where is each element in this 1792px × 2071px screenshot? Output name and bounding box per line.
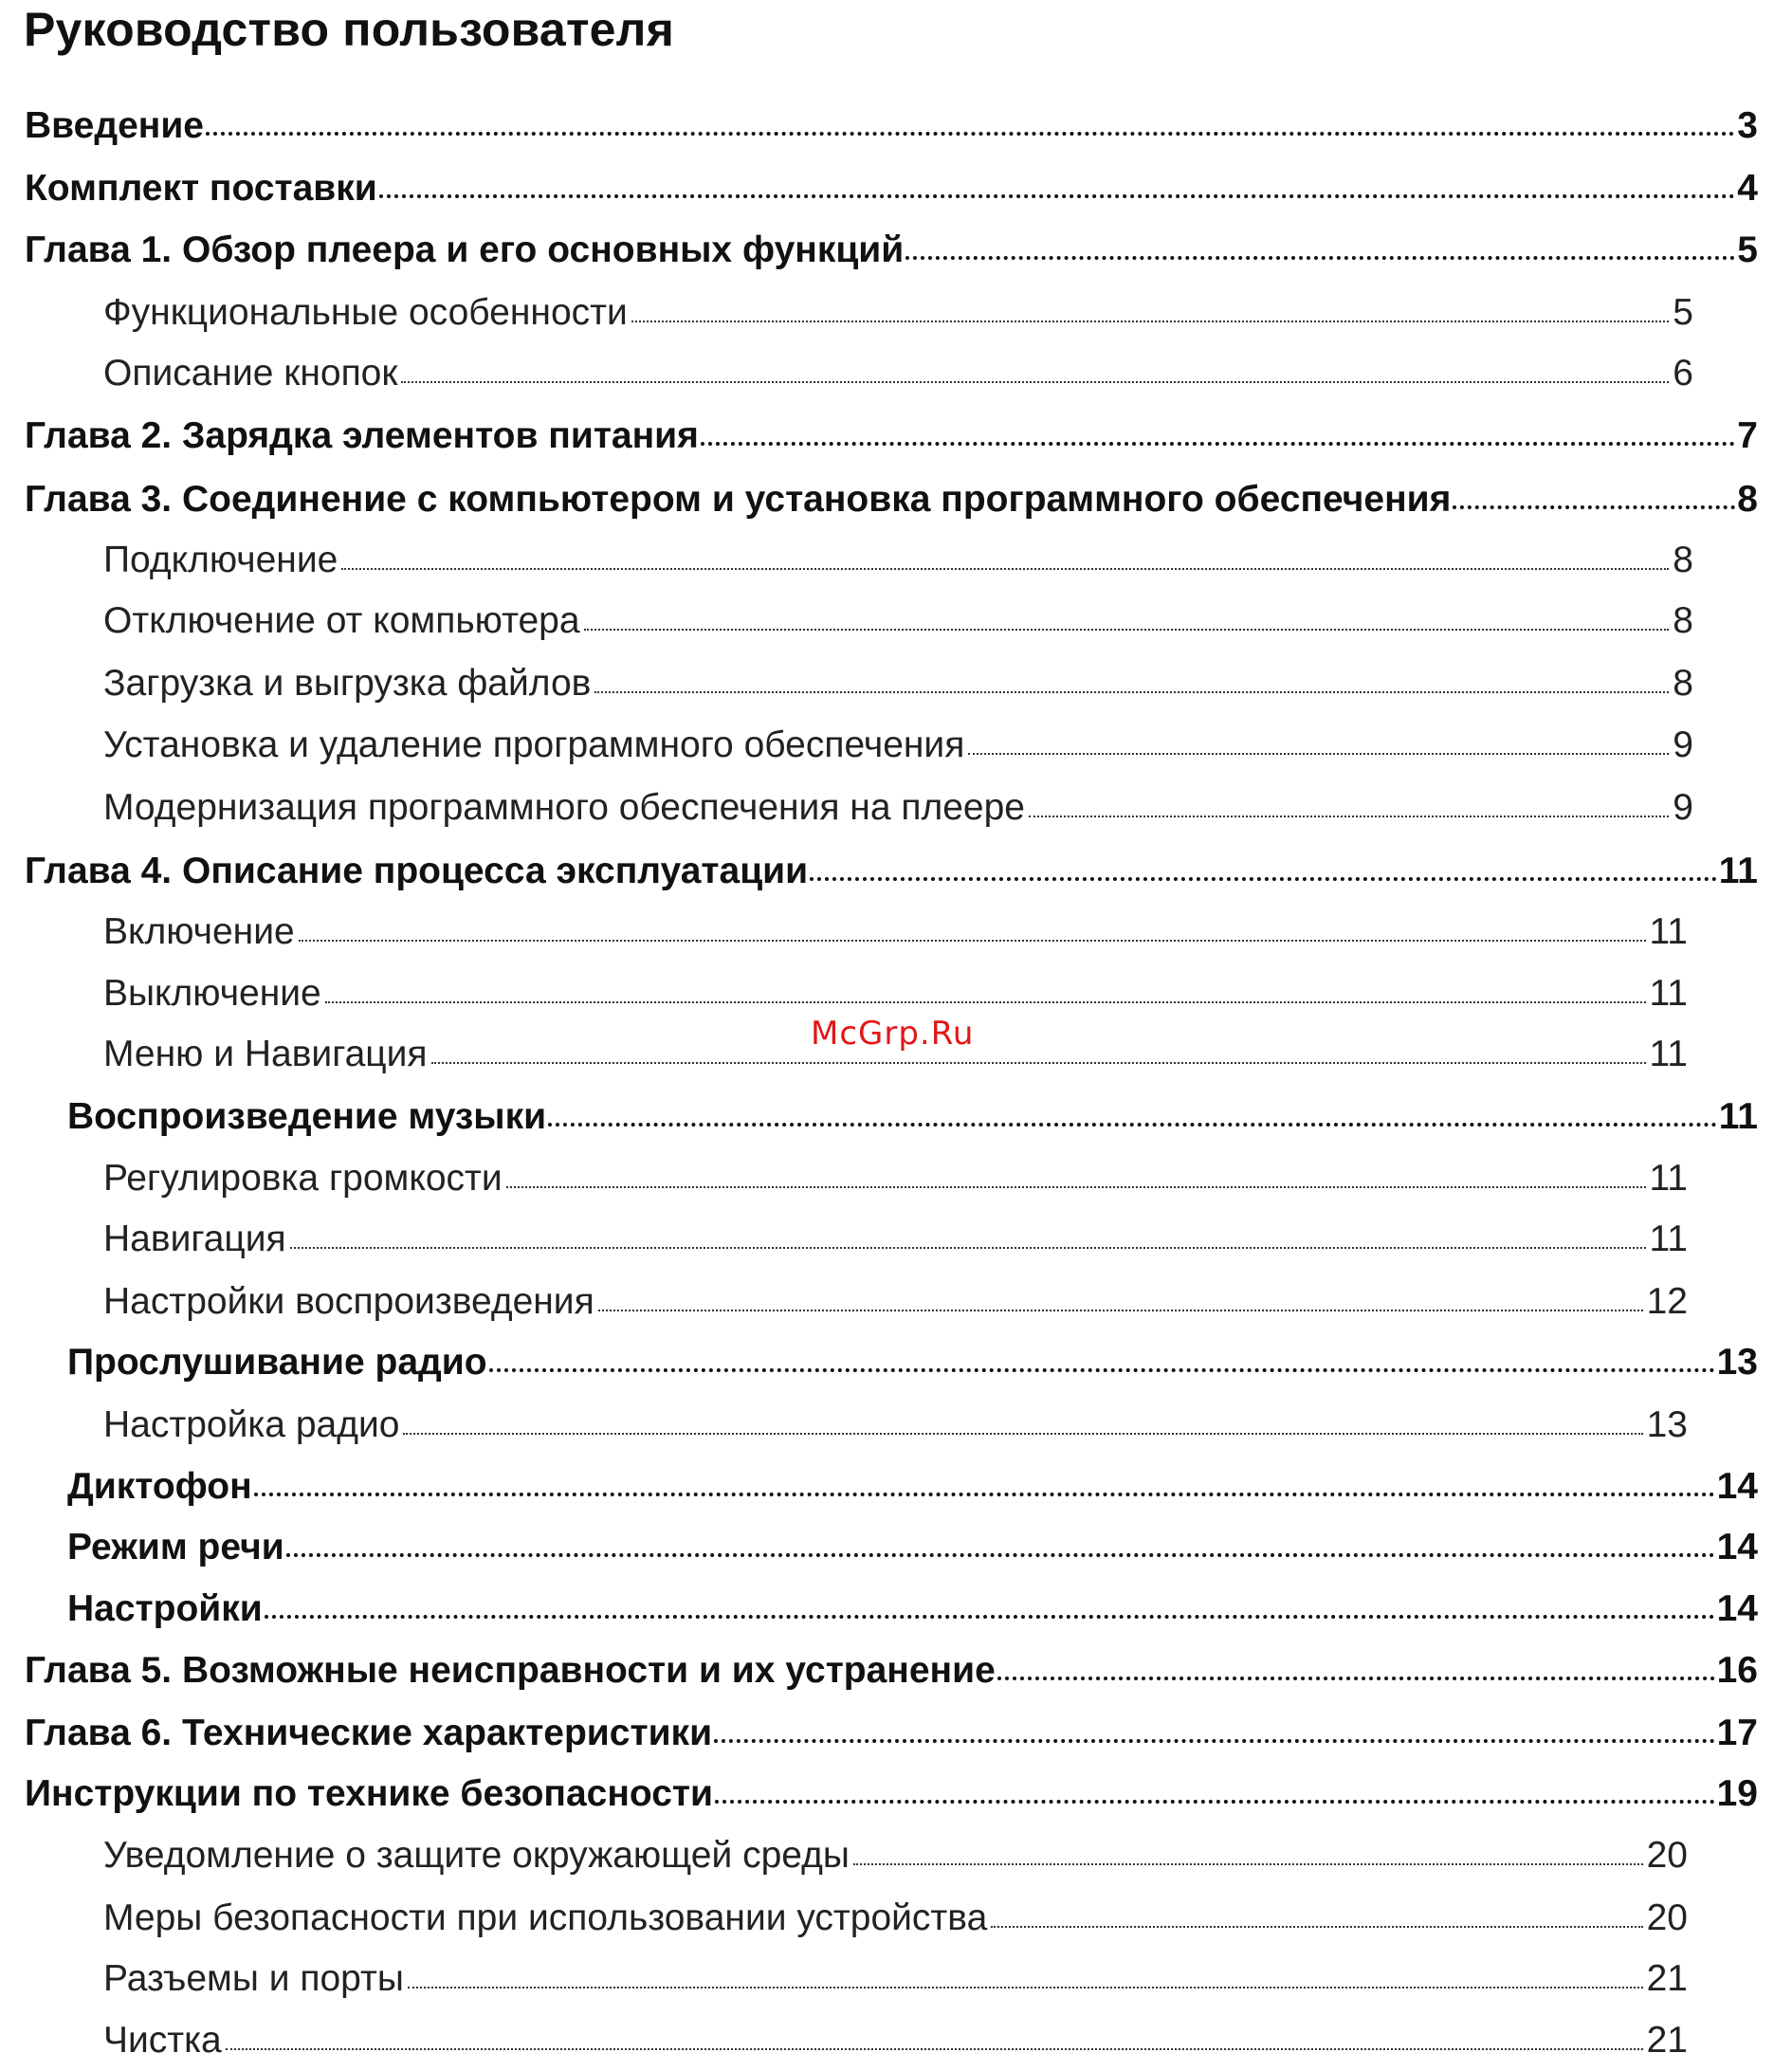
toc-chapter-entry[interactable] [25, 412, 1758, 460]
toc-entry-label: Глава 4. Описание процесса эксплуатации [25, 851, 809, 891]
toc-page-number: 11 [1718, 1096, 1758, 1137]
toc-dot-leader [290, 1247, 1646, 1249]
toc-page-number: 11 [1649, 973, 1688, 1014]
toc-dot-leader [325, 1001, 1646, 1003]
page-title: Руководство пользователя [24, 3, 674, 56]
toc-subsection-entry[interactable] [103, 350, 1693, 397]
toc-page-number: 6 [1673, 353, 1693, 394]
toc-entry-label: Описание кнопок [103, 353, 398, 394]
toc-entry-label: Уведомление о защите окружающей среды [103, 1835, 850, 1876]
watermark: McGrp.Ru [811, 1015, 975, 1053]
toc-entry-label: Глава 3. Соединение с компьютером и установка программного обеспечения [25, 479, 1452, 520]
toc-dot-leader [206, 132, 1735, 136]
toc-page-number: 21 [1646, 2020, 1688, 2061]
toc-dot-leader [431, 1062, 1646, 1064]
toc-subsection-entry[interactable] [103, 597, 1693, 645]
toc-dot-leader [506, 1186, 1646, 1188]
toc-section-entry[interactable] [67, 1093, 1758, 1141]
toc-entry-label: Подключение [103, 540, 338, 580]
toc-section-entry[interactable] [67, 1339, 1758, 1386]
toc-dot-leader [714, 1739, 1715, 1743]
toc-subsection-entry[interactable] [103, 1895, 1688, 1942]
toc-page-number: 5 [1737, 229, 1758, 270]
toc-page-number: 5 [1673, 292, 1693, 333]
toc-dot-leader [594, 691, 1669, 693]
toc-entry-label: Глава 6. Технические характеристики [25, 1713, 713, 1753]
toc-page-number: 13 [1646, 1404, 1688, 1445]
toc-page-number: 16 [1716, 1650, 1758, 1691]
toc-page-number: 20 [1646, 1897, 1688, 1938]
toc-entry-label: Модернизация программного обеспечения на плеере [103, 787, 1025, 828]
toc-subsection-entry[interactable] [103, 660, 1693, 707]
toc-dot-leader [489, 1368, 1715, 1372]
toc-entry-label: Функциональные особенности [103, 292, 628, 333]
toc-page-number: 14 [1716, 1588, 1758, 1629]
toc-page-number: 14 [1716, 1527, 1758, 1567]
toc-entry-label: Глава 2. Зарядка элементов питания [25, 415, 699, 456]
toc-entry-label: Отключение от компьютера [103, 600, 580, 641]
toc-subsection-entry[interactable] [103, 1216, 1688, 1263]
toc-page-number: 4 [1737, 168, 1758, 209]
toc-section-entry[interactable] [67, 1524, 1758, 1571]
toc-entry-label: Введение [25, 105, 204, 146]
toc-subsection-entry[interactable] [103, 1278, 1688, 1326]
toc-page-number: 17 [1716, 1713, 1758, 1753]
toc-dot-leader [226, 2048, 1643, 2050]
toc-dot-leader [403, 1433, 1642, 1435]
toc-subsection-entry[interactable] [103, 1155, 1688, 1202]
toc-entry-label: Глава 1. Обзор плеера и его основных функций [25, 229, 905, 270]
toc-subsection-entry[interactable] [103, 537, 1693, 584]
toc-page-number: 3 [1737, 105, 1758, 146]
toc-entry-label: Воспроизведение музыки [67, 1096, 547, 1137]
toc-page-number: 21 [1646, 1958, 1688, 1999]
toc-page-number: 20 [1646, 1835, 1688, 1876]
toc-dot-leader [1029, 816, 1669, 817]
toc-entry-label: Комплект поставки [25, 168, 377, 209]
toc-entry-label: Разъемы и порты [103, 1958, 404, 1999]
toc-dot-leader [991, 1926, 1642, 1928]
toc-entry-label: Меню и Навигация [103, 1034, 428, 1074]
toc-dot-leader [715, 1800, 1715, 1804]
toc-dot-leader [265, 1615, 1715, 1619]
toc-chapter-entry[interactable] [25, 476, 1758, 523]
toc-subsection-entry[interactable] [103, 1402, 1688, 1449]
toc-page-number: 11 [1649, 1034, 1688, 1074]
toc-dot-leader [408, 1987, 1643, 1989]
toc-chapter-entry[interactable] [25, 848, 1758, 895]
toc-subsection-entry[interactable] [103, 722, 1693, 769]
toc-dot-leader [598, 1310, 1643, 1311]
toc-page-number: 11 [1649, 911, 1688, 952]
toc-chapter-entry[interactable] [25, 102, 1758, 150]
toc-entry-label: Настройки воспроизведения [103, 1281, 594, 1322]
toc-subsection-entry[interactable] [103, 970, 1688, 1017]
toc-dot-leader [997, 1677, 1715, 1680]
toc-chapter-entry[interactable] [25, 1710, 1758, 1757]
toc-entry-label: Глава 5. Возможные неисправности и их устранение [25, 1650, 996, 1691]
toc-dot-leader [286, 1553, 1715, 1557]
toc-entry-label: Чистка [103, 2020, 222, 2061]
toc-dot-leader [1453, 505, 1735, 509]
toc-entry-label: Инструкции по технике безопасности [25, 1773, 713, 1814]
toc-subsection-entry[interactable] [103, 1832, 1688, 1879]
toc-chapter-entry[interactable] [25, 165, 1758, 212]
toc-entry-label: Диктофон [67, 1466, 252, 1507]
toc-page-number: 13 [1716, 1342, 1758, 1383]
toc-subsection-entry[interactable] [103, 2017, 1688, 2064]
toc-entry-label: Установка и удаление программного обеспечения [103, 724, 965, 765]
toc-dot-leader [853, 1863, 1643, 1865]
toc-section-entry[interactable] [67, 1463, 1758, 1511]
toc-dot-leader [968, 753, 1669, 755]
toc-entry-label: Меры безопасности при использовании устройства [103, 1897, 988, 1938]
toc-dot-leader [548, 1123, 1717, 1127]
toc-page-number: 11 [1718, 851, 1758, 891]
toc-dot-leader [631, 321, 1670, 322]
toc-entry-label: Загрузка и выгрузка файлов [103, 663, 592, 704]
toc-page-number: 8 [1673, 600, 1693, 641]
toc-subsection-entry[interactable] [103, 289, 1693, 337]
toc-subsection-entry[interactable] [103, 1955, 1688, 2003]
toc-dot-leader [254, 1493, 1715, 1496]
toc-chapter-entry[interactable] [25, 227, 1758, 274]
toc-entry-label: Настройки [67, 1588, 263, 1629]
toc-page-number: 9 [1673, 724, 1693, 765]
toc-entry-label: Регулировка громкости [103, 1158, 503, 1199]
toc-entry-label: Включение [103, 911, 295, 952]
toc-page-number: 12 [1646, 1281, 1688, 1322]
toc-entry-label: Настройка радио [103, 1404, 400, 1445]
toc-dot-leader [401, 381, 1669, 383]
toc-page-number: 9 [1673, 787, 1693, 828]
toc-page-number: 11 [1649, 1219, 1688, 1259]
toc-chapter-entry[interactable] [25, 1770, 1758, 1818]
toc-subsection-entry[interactable] [103, 784, 1693, 832]
toc-page-number: 8 [1673, 540, 1693, 580]
toc-chapter-entry[interactable] [25, 1647, 1758, 1695]
toc-page-number: 7 [1737, 415, 1758, 456]
toc-entry-label: Прослушивание радио [67, 1342, 487, 1383]
toc-entry-label: Навигация [103, 1219, 286, 1259]
toc-entry-label: Режим речи [67, 1527, 284, 1567]
toc-dot-leader [701, 442, 1735, 446]
toc-page-number: 11 [1649, 1158, 1688, 1199]
toc-dot-leader [810, 877, 1717, 881]
toc-dot-leader [379, 194, 1736, 198]
toc-page-number: 8 [1737, 479, 1758, 520]
toc-dot-leader [584, 629, 1670, 631]
toc-page-number: 8 [1673, 663, 1693, 704]
toc-dot-leader [905, 256, 1735, 260]
toc-page-number: 14 [1716, 1466, 1758, 1507]
toc-section-entry[interactable] [67, 1585, 1758, 1633]
toc-page-number: 19 [1716, 1773, 1758, 1814]
toc-dot-leader [299, 940, 1646, 942]
toc-dot-leader [341, 568, 1669, 570]
toc-entry-label: Выключение [103, 973, 321, 1014]
toc-subsection-entry[interactable] [103, 908, 1688, 956]
